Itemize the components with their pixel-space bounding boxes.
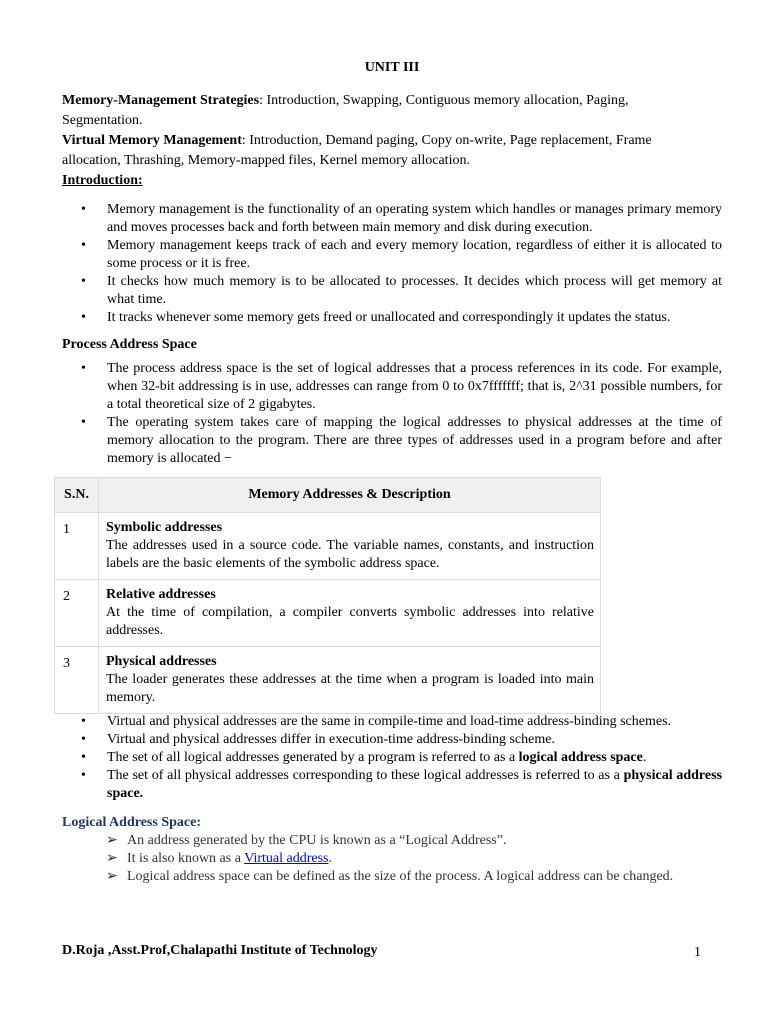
column-header-description: Memory Addresses & Description bbox=[99, 478, 601, 513]
memory-addresses-table bbox=[54, 477, 601, 714]
arrow-bullet-icon: ➢ bbox=[106, 851, 118, 866]
list-item-text: Memory management is the functionality of an operating system which handles or manages primary memory and moves processes back and forth between main memory and disk during execution. bbox=[107, 202, 722, 235]
bullet-icon: • bbox=[81, 202, 86, 217]
list-item bbox=[62, 832, 682, 850]
list-item bbox=[62, 731, 722, 749]
logical-address-space-term: logical address space bbox=[518, 750, 643, 765]
virtual-memory-line bbox=[62, 131, 712, 171]
arrow-bullet-icon: ➢ bbox=[106, 869, 118, 884]
address-binding-list bbox=[62, 713, 722, 803]
row-number: 3 bbox=[55, 647, 99, 714]
page-number: 1 bbox=[694, 945, 701, 960]
row-text: At the time of compilation, a compiler converts symbolic addresses into relative addresses. bbox=[106, 605, 594, 638]
table-row bbox=[55, 580, 601, 647]
list-item bbox=[62, 273, 722, 309]
unit-title: UNIT III bbox=[364, 60, 420, 75]
bullet-icon: • bbox=[81, 768, 86, 783]
row-description bbox=[99, 580, 601, 647]
list-item bbox=[62, 360, 722, 414]
list-item bbox=[62, 414, 722, 468]
page-footer: D.Roja ,Asst.Prof,Chalapathi Institute of Technology bbox=[62, 943, 378, 958]
row-text: The addresses used in a source code. The variable names, constants, and instruction labels are the basic elements of the symbolic address space. bbox=[106, 538, 594, 571]
row-number: 2 bbox=[55, 580, 99, 647]
arrow-bullet-icon: ➢ bbox=[106, 833, 118, 848]
list-item bbox=[62, 868, 682, 886]
memory-management-topics: : Introduction, Swapping, Contiguous memory allocation, Paging, Segmentation. bbox=[62, 93, 629, 128]
list-item bbox=[62, 237, 722, 273]
list-item bbox=[62, 713, 722, 731]
logical-address-space-heading: Logical Address Space: bbox=[62, 815, 201, 830]
list-item bbox=[62, 309, 722, 327]
list-item-text: Virtual and physical addresses differ in execution-time address-binding scheme. bbox=[107, 732, 555, 747]
introduction-heading: Introduction: bbox=[62, 173, 143, 188]
list-item bbox=[62, 749, 722, 767]
list-item bbox=[62, 850, 682, 868]
list-item-text: Virtual and physical addresses are the same in compile-time and load-time address-binding schemes. bbox=[107, 714, 672, 729]
table-header-row bbox=[55, 478, 601, 513]
syllabus-block bbox=[62, 91, 712, 191]
row-description bbox=[99, 647, 601, 714]
bullet-icon: • bbox=[81, 310, 86, 325]
introduction-list bbox=[62, 201, 722, 327]
list-item-text: An address generated by the CPU is known as a “Logical Address”. bbox=[127, 833, 507, 848]
list-item-text: It is also known as a bbox=[127, 851, 245, 866]
list-item-text: The set of all physical addresses corresponding to these logical addresses is referred to as a bbox=[107, 768, 624, 783]
row-text: The loader generates these addresses at the time when a program is loaded into main memory. bbox=[106, 672, 594, 705]
table-row bbox=[55, 647, 601, 714]
table-row bbox=[55, 513, 601, 580]
list-item-text: It checks how much memory is to be allocated to processes. It decides which process will get memory at what time. bbox=[107, 274, 722, 307]
virtual-memory-label: Virtual Memory Management bbox=[62, 133, 242, 148]
bullet-icon: • bbox=[81, 750, 86, 765]
list-item-text: Logical address space can be defined as the size of the process. A logical address can be changed. bbox=[127, 869, 674, 884]
bullet-icon: • bbox=[81, 238, 86, 253]
virtual-memory-topics: : Introduction, Demand paging, Copy on-write, Page replacement, Frame allocation, Thrashing, Memory-mapped files, Kernel memory allocation. bbox=[62, 133, 652, 168]
list-item-text: . bbox=[642, 750, 647, 765]
bullet-icon: • bbox=[81, 714, 86, 729]
list-item-text: It tracks whenever some memory gets freed or unallocated and correspondingly it updates the status. bbox=[107, 310, 671, 325]
bullet-icon: • bbox=[81, 361, 86, 376]
bullet-icon: • bbox=[81, 415, 86, 430]
list-item-text: The operating system takes care of mapping the logical addresses to physical addresses at the time of memory allocation to the program. There are three types of addresses used in a program before and after memory is allocated − bbox=[107, 415, 722, 466]
memory-management-label: Memory-Management Strategies bbox=[62, 93, 260, 108]
list-item-text: The set of all logical addresses generated by a program is referred to as a bbox=[107, 750, 519, 765]
bullet-icon: • bbox=[81, 274, 86, 289]
list-item-text: Memory management keeps track of each and every memory location, regardless of either it is allocated to some process or it is free. bbox=[107, 238, 722, 271]
memory-management-line bbox=[62, 91, 712, 131]
row-description bbox=[99, 513, 601, 580]
row-title: Relative addresses bbox=[106, 587, 216, 602]
row-title: Symbolic addresses bbox=[106, 520, 223, 535]
process-address-space-list bbox=[62, 360, 722, 468]
bullet-icon: • bbox=[81, 732, 86, 747]
list-item-text: . bbox=[328, 851, 332, 866]
physical-address-space-term: physical address space. bbox=[107, 768, 722, 801]
list-item bbox=[62, 201, 722, 237]
column-header-sn: S.N. bbox=[55, 478, 99, 513]
virtual-address-link[interactable]: Virtual address bbox=[244, 851, 329, 866]
list-item-text: The process address space is the set of logical addresses that a process references in its code. For example, when 32-bit addressing is in use, addresses can range from 0 to 0x7fffffff; that is, 2^31 possible numbers, for a total theoretical size of 2 gigabytes. bbox=[107, 361, 722, 412]
row-title: Physical addresses bbox=[106, 654, 217, 669]
logical-address-space-list bbox=[62, 832, 682, 886]
process-address-space-heading: Process Address Space bbox=[62, 337, 197, 352]
row-number: 1 bbox=[55, 513, 99, 580]
list-item bbox=[62, 767, 722, 803]
